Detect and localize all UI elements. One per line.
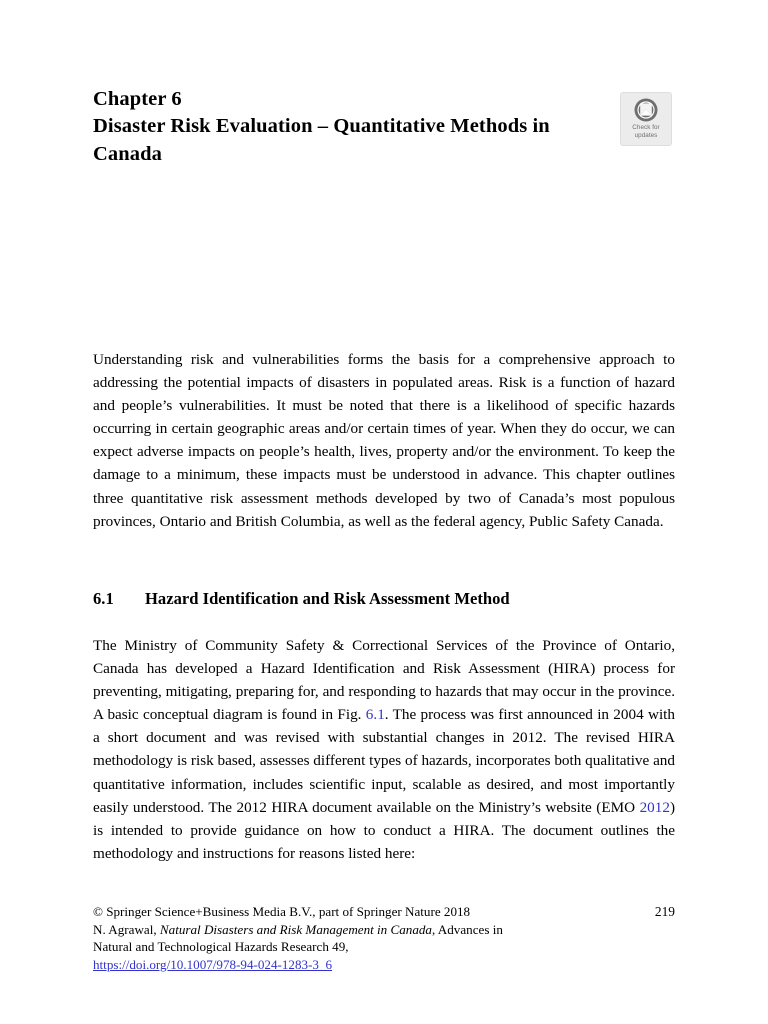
- page-number: 219: [654, 904, 675, 919]
- page-footer: [93, 903, 675, 974]
- check-for-updates-badge[interactable]: [620, 92, 672, 146]
- doi-link[interactable]: https://doi.org/10.1007/978-94-024-1283-3_6: [93, 956, 333, 972]
- citation-line: [93, 921, 675, 939]
- chapter-title: Disaster Risk Evaluation – Quantitative Methods in Canada: [93, 115, 550, 165]
- citation-book-title: Natural Disasters and Risk Management in Canada: [159, 921, 432, 937]
- chapter-header: [93, 86, 593, 168]
- badge-caption-line-2: updates: [634, 131, 658, 139]
- hira-paragraph-container: [93, 634, 675, 865]
- chapter-number: Chapter 6: [93, 88, 182, 110]
- copyright-line: © Springer Science+Business Media B.V., part of Springer Nature 2018: [93, 904, 471, 919]
- hira-text-part-2: . The process was first announced in 2004 with a short document and was revised with substantial changes in 2012. The revised HIRA methodology is risk based, assesses different types of hazards, incorporates both qualitative and quantitative information, includes scientific input, scalable as desired, and most importantly easily understood. The 2012 HIRA document available on the Ministry’s website (EMO: [93, 706, 675, 816]
- intro-paragraph: Understanding risk and vulnerabilities forms the basis for a comprehensive approach to addressing the potential impacts of disasters in populated areas. Risk is a function of hazard and people’s vulnerabilities. It must be noted that there is a likelihood of specific hazards occurring in certain geographic areas and/or certain times of year. When they do occur, we can expect adverse impacts on people’s health, lives, property and/or the environment. To keep the damage to a minimum, these impacts must be understood in advance. This chapter outlines three quantitative risk assessment methods developed by two of Canada’s most populous provinces, Ontario and British Columbia, as well as the federal agency, Public Safety Canada.: [93, 351, 675, 530]
- section-heading: [93, 588, 675, 610]
- citation-series-suffix: , Advances in: [431, 921, 503, 937]
- hira-text-part-1: The Ministry of Community Safety & Correctional Services of the Province of Ontario, Canada has developed a Hazard Identification and Risk Assessment (HIRA) process for preventing, mitigating, preparing for, and responding to hazards that may occur in the province. A basic conceptual diagram is found in Fig.: [93, 637, 675, 724]
- figure-6-1-link[interactable]: 6.1: [365, 706, 385, 724]
- crossmark-updates-icon: [633, 97, 659, 123]
- emo-2012-citation-link[interactable]: 2012: [639, 798, 670, 816]
- check-for-updates-caption: [632, 124, 659, 139]
- section-number: 6.1: [93, 589, 114, 608]
- intro-paragraph-container: [93, 348, 675, 533]
- section-title: Hazard Identification and Risk Assessment Method: [145, 589, 510, 608]
- series-line: Natural and Technological Hazards Research 49,: [93, 939, 349, 955]
- hira-text-part-3: ) is intended to provide guidance on how to conduct a HIRA. The document outlines the methodology and instructions for reasons listed here:: [93, 798, 675, 862]
- citation-author: N. Agrawal,: [93, 921, 160, 937]
- hira-paragraph: [93, 634, 675, 865]
- footer-first-row: [93, 903, 675, 921]
- badge-caption-line-1: Check for: [632, 124, 660, 131]
